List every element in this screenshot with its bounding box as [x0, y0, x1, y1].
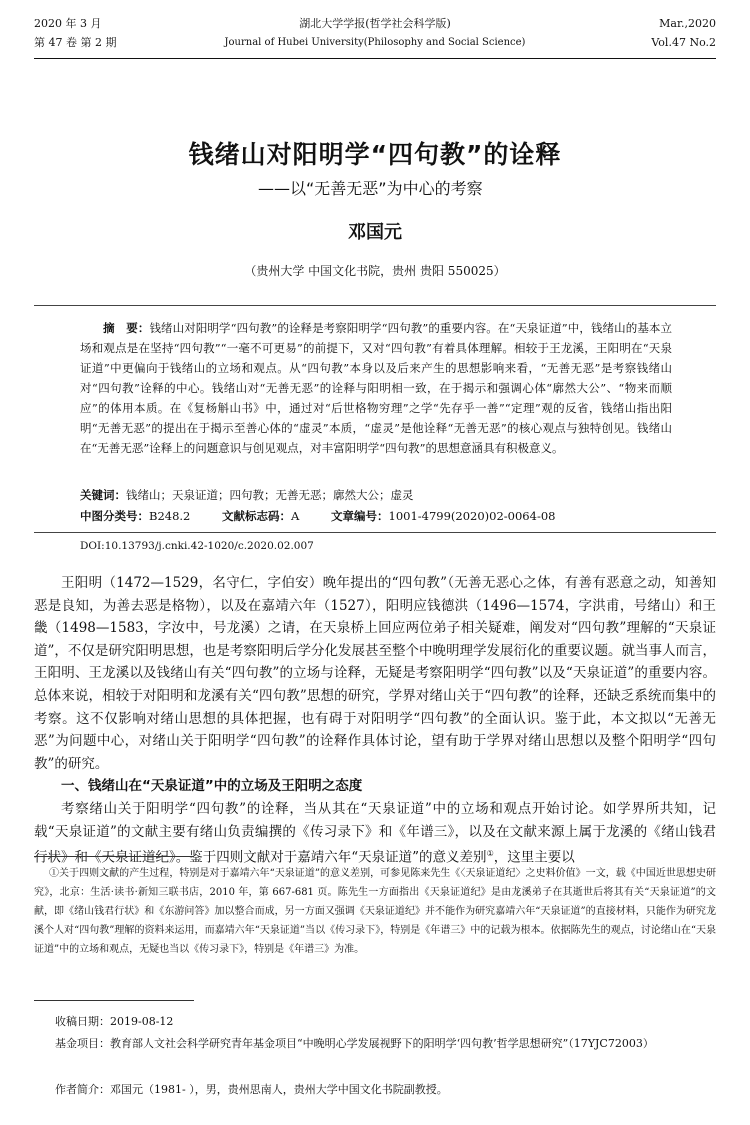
clc-number: [80, 506, 190, 526]
fund-project: [55, 1034, 716, 1053]
abstract: [80, 318, 672, 458]
article-body: [34, 572, 716, 869]
header-rule: [34, 58, 716, 59]
author-affiliation: （贵州大学 中国文化书院，贵州 贵阳 550025）: [244, 264, 506, 278]
footnote-ref-1[interactable]: ①: [486, 849, 494, 859]
article-no-value: 1001-4799(2020)02-0064-08: [388, 509, 556, 523]
body-paragraph-2: [34, 798, 716, 869]
doc-code-value: A: [291, 509, 300, 523]
body-paragraph-2-text: 考察绪山关于阳明学“四句教”的诠释，当从其在“天泉证道”中的立场和观点开始讨论。如学界所共知，记载“天泉证道”的文献主要有绪山负责编撰的《传习录下》和《年谱三》，以及在文献来源上属于龙溪的《绪山钱君行状》和《天泉证道纪》。鉴于四则文献对于嘉靖六年“天泉证道”的意义差别: [34, 800, 716, 866]
article-author: 邓国元: [348, 222, 402, 243]
header-journal-en: Journal of Hubei University(Philosophy and Social Science): [224, 37, 526, 48]
keywords-text: 钱绪山；天泉证道；四句教；无善无恶；廓然大公；虚灵: [126, 488, 414, 502]
header-volume-en: Vol.47 No.2: [651, 36, 716, 49]
fund-value: 教育部人文社会科学研究青年基金项目“中晚明心学发展视野下的阳明学‘四句教’哲学思想研究”（17YJC72003）: [110, 1037, 654, 1050]
bio-label: 作者简介：: [55, 1083, 110, 1096]
body-paragraph-1: 王阳明（1472—1529，名守仁，字伯安）晚年提出的“四句教”（无善无恶心之体，有善有恶意之动，知善知恶是良知，为善去恶是格物），以及在嘉靖六年（1527），阳明应钱德洪（1496—1574，字洪甫，号绪山）和王畿（1498—1583，字汝中，号龙溪）之请，在天泉桥上回应两位弟子相关疑难，阐发对“四句教”理解的“天泉证道”，不仅是研究阳明思想，也是考察阳明后学分化发展甚至整个中晚明理学发展衍化的重要议题。就当事人而言，王阳明、王龙溪以及钱绪山有关“四句教”的立场与诠释，无疑是考察阳明学“四句教”以及“天泉证道”的重要内容。总体来说，相较于对阳明和龙溪有关“四句教”思想的研究，学界对绪山关于“四句教”的诠释，还缺乏系统而集中的考察。这不仅影响对绪山思想的具体把握，也有碍于对阳明学“四句教”的全面认识。鉴于此，本文拟以“无善无恶”为问题中心，对绪山关于阳明学“四句教”的诠释作具体讨论，望有助于学界对绪山思想以及整个阳明学“四句教”的研究。: [34, 575, 716, 772]
doc-code: [222, 506, 299, 526]
received-date: [55, 1012, 716, 1031]
received-label: 收稿日期：: [55, 1015, 110, 1028]
body-paragraph-2-tail: ，这里主要以: [493, 849, 575, 866]
header-date-en: Mar.,2020: [659, 17, 716, 30]
abstract-bottom-rule: [34, 532, 716, 533]
article-title: 钱绪山对阳明学“四句教”的诠释: [188, 140, 562, 169]
abstract-text: 钱绪山对阳明学“四句教”的诠释是考察阳明学“四句教”的重要内容。在“天泉证道”中，钱绪山的基本立场和观点是在坚持“四句教”“一毫不可更易”的前提下，又对“四句教”有着具体理解。相较于王龙溪，王阳明在“天泉证道”中更偏向于钱绪山的立场和观点。从“四句教”本身以及后来产生的思想影响来看，“无善无恶”是考察钱绪山对“四句教”诠释的中心。钱绪山对“无善无恶”的诠释与阳明相一致，在于揭示和强调心体“廓然大公”、“物来而顺应”的体用本质。在《复杨斛山书》中，通过对“后世格物穷理”之学“先存乎一善”“定理”观的反省，钱绪山指出阳明“无善无恶”的提出在于揭示至善心体的“虚灵”本质，“虚灵”是他诠释“无善无恶”的核心观点与独特创见。钱绪山在“无善无恶”诠释上的问题意识与创见观点，对丰富阳明学“四句教”的思想意涵具有积极意义。: [80, 321, 673, 455]
section-heading-1: 一、钱绪山在“天泉证道”中的立场及王阳明之态度: [61, 778, 363, 795]
article-no-label: 文章编号：: [331, 509, 389, 523]
info-rule: [34, 1000, 194, 1001]
author-bio: [55, 1080, 716, 1099]
abstract-top-rule: [34, 305, 716, 306]
bio-value: 邓国元（1981- ），男，贵州思南人，贵州大学中国文化书院副教授。: [110, 1083, 448, 1096]
clc-label: 中图分类号：: [80, 509, 149, 523]
footnote-rule: [34, 856, 194, 857]
doi: DOI:10.13793/j.cnki.42-1020/c.2020.02.007: [80, 540, 314, 552]
keywords: [80, 485, 414, 505]
article-subtitle: ——以“无善无恶”为中心的考察: [258, 179, 483, 198]
header-volume-cn: 第 47 卷 第 2 期: [34, 36, 117, 49]
doc-code-label: 文献标志码：: [222, 509, 292, 523]
article-number: [331, 506, 555, 526]
clc-value: B248.2: [149, 509, 191, 523]
fund-label: 基金项目：: [55, 1037, 110, 1050]
header-date-cn: 2020 年 3 月: [34, 17, 102, 30]
received-value: 2019-08-12: [110, 1015, 174, 1028]
abstract-label: 摘 要：: [103, 321, 150, 335]
running-header: [34, 14, 716, 56]
footnote-1: ①关于四则文献的产生过程，特别是对于嘉靖六年“天泉证道”的意义差别，可参见陈来先生《〈天泉证道纪〉之史料价值》一文，载《中国近世思想史研究》，北京：生活·读书·新知三联书店，2010 年，第 667-681 页。陈先生一方面指出《天泉证道纪》是由龙溪弟子在其逝世后将其有关“天泉证道”的文献，即《绪山钱君行状》和《东游问答》加以整合而成，另一方面又强调《天泉证道纪》并不能作为研究嘉靖六年“天泉证道”的直接材料，只能作为研究龙溪个人对“四句教”理解的资料来运用，而嘉靖六年“天泉证道”当以《传习录下》，特别是《年谱三》中的记载为根本。依据陈先生的观点，讨论绪山在“天泉证道”中的立场和观点，无疑也当以《传习录下》，特别是《年谱三》为准。: [34, 868, 716, 955]
classification-line: [80, 506, 640, 526]
header-right: [651, 14, 716, 52]
header-center: [34, 14, 716, 52]
keywords-label: 关键词：: [80, 488, 126, 502]
header-journal-cn: 湖北大学学报(哲学社会科学版): [299, 17, 451, 30]
